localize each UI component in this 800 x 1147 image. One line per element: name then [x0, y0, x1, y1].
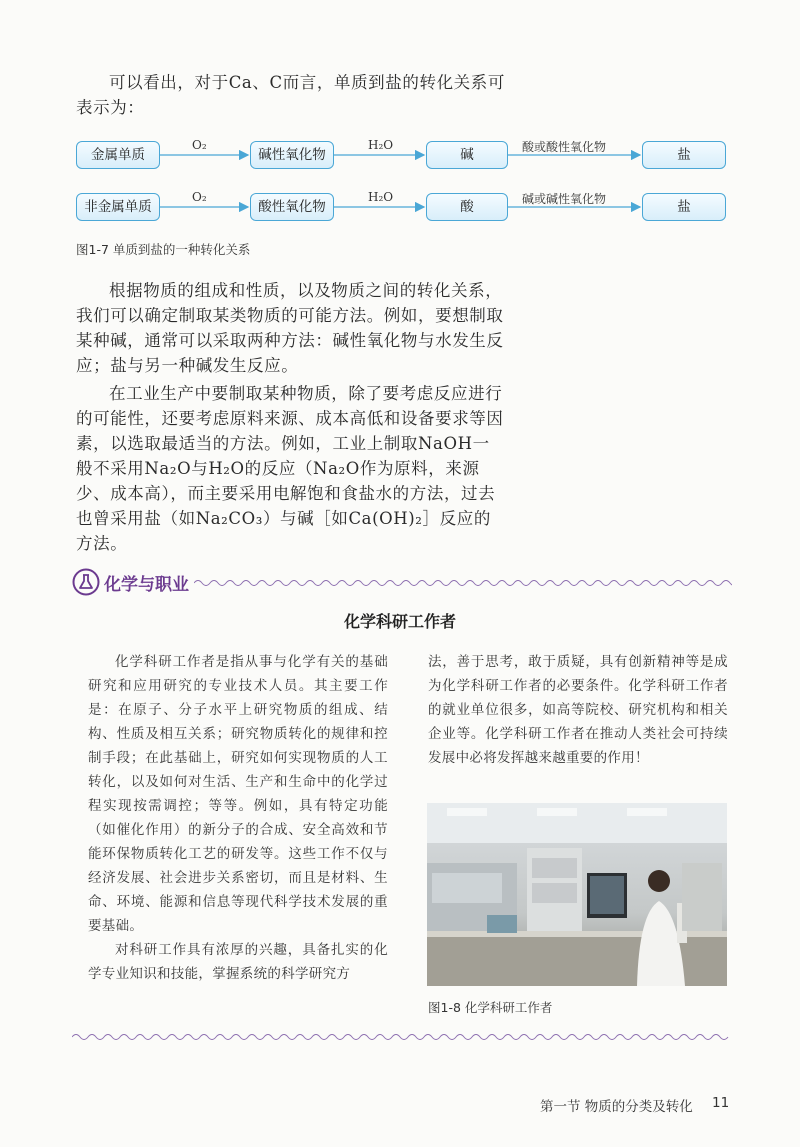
- box-salt-2: 盐: [642, 193, 726, 221]
- wave-divider-bottom: [72, 1032, 732, 1042]
- footer-chapter: 第一节 物质的分类及转化: [540, 1099, 693, 1115]
- label-base-or-basic-oxide: 碱或碱性氧化物: [522, 192, 607, 206]
- left-column: [88, 650, 388, 986]
- box-salt-1: 盐: [642, 141, 726, 169]
- label-o2-2: O₂: [192, 190, 207, 204]
- left-paragraph-1: 化学科研工作者是指从事与化学有关的基础研究和应用研究的专业技术人员。其主要工作是：在原子、分子水平上研究物质的组成、结构、性质及相互关系；研究物质转化的规律和控制手段；在此基础上，研究如何实现物质的人工转化，以及如何对生活、生产和生命中的化学过程实现按需调控；等等。例如，具有特定功能（如催化作用）的新分子的合成、安全高效和节能环保物质转化工艺的研发等。这些工作不仅与经济发展、社会进步关系密切，而且是材料、生命、环境、能源和信息等现代科学技术发展的重要基础。: [88, 654, 388, 934]
- left-paragraph-2: 对科研工作具有浓厚的兴趣，具备扎实的化学专业知识和技能，掌握系统的科学研究方: [88, 942, 388, 982]
- paragraph-1: 根据物质的组成和性质，以及物质之间的转化关系，我们可以确定制取某类物质的可能方法。例如，要想制取某种碱，通常可以采取两种方法：碱性氧化物与水发生反应；盐与另一种碱发生反应。: [76, 281, 504, 375]
- box-base: 碱: [426, 141, 508, 169]
- paragraph-2: 在工业生产中要制取某种物质，除了要考虑反应进行的可能性，还要考虑原料来源、成本高低和设备要求等因素，以选取最适当的方法。例如，工业上制取NaOH一般不采用Na₂O与H₂O的反应（Na₂O作为原料，来源少、成本高），而主要采用电解饱和食盐水的方法，过去也曾采用盐（如Na₂CO₃）与碱［如Ca(OH)₂］反应的方法。: [76, 384, 504, 553]
- section-title: 化学科研工作者: [343, 612, 456, 631]
- box-nonmetal-element: 非金属单质: [76, 193, 160, 221]
- flask-icon: [72, 568, 100, 596]
- box-acidic-oxide: 酸性氧化物: [250, 193, 334, 221]
- lab-photo: [427, 803, 727, 986]
- box-basic-oxide: 碱性氧化物: [250, 141, 334, 169]
- label-h2o-1: H₂O: [368, 138, 394, 152]
- label-h2o-2: H₂O: [368, 190, 394, 204]
- page-number: 11: [712, 1095, 730, 1111]
- diagram-arrows: [0, 0, 800, 260]
- right-column-text: 法，善于思考，敢于质疑，具有创新精神等是成为化学科研工作者的必要条件。化学科研工作者的就业单位很多，如高等院校、研究机构和相关企业等。化学科研工作者在推动人类社会可持续发展中必将发挥越来越重要的作用！: [428, 654, 728, 766]
- figure-1-7-caption: 图1-7 单质到盐的一种转化关系: [76, 242, 251, 257]
- label-acid-or-acidic-oxide: 酸或酸性氧化物: [522, 140, 607, 154]
- section-header-label: 化学与职业: [104, 575, 189, 595]
- box-metal-element: 金属单质: [76, 141, 160, 169]
- intro-text: 可以看出，对于Ca、C而言，单质到盐的转化关系可表示为：: [76, 73, 505, 117]
- lab-scene-illustration: [427, 803, 727, 986]
- section-header: [72, 566, 732, 602]
- wave-divider-top: [194, 578, 732, 588]
- box-acid: 酸: [426, 193, 508, 221]
- label-o2-1: O₂: [192, 138, 207, 152]
- conversion-diagram: [0, 0, 800, 260]
- figure-1-8-caption: 图1-8 化学科研工作者: [428, 1000, 553, 1015]
